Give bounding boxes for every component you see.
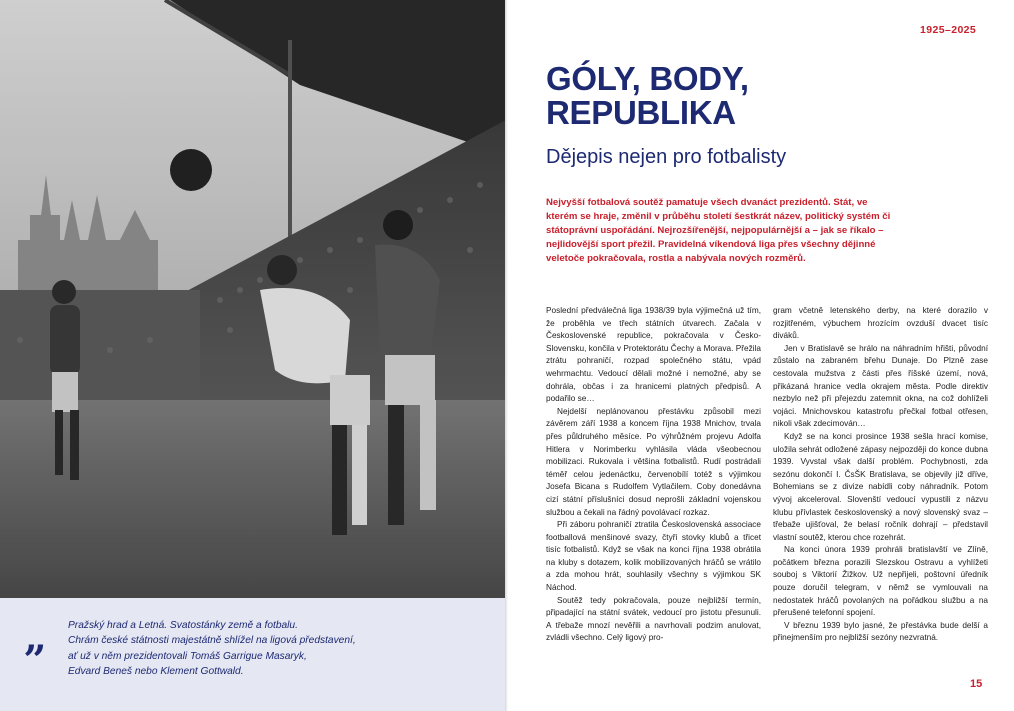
text-column-right — [773, 305, 988, 645]
caption-line: Chrám české státnosti majestátně shlížel na ligová představení, — [68, 635, 356, 647]
body-paragraph: Nejdelší neplánovanou přestávku způsobil mezi závěrem září 1938 a koncem října 1938 Mnichov, trvala přes půldruhého měsíce. Po výhrůžném projevu Adolfa Hitlera v Norimberku vyhlásila vláda všeobecnou mobilizaci. Rukovala i většina fotbalistů. Rudí postrádali téměř celou jedenáctku, červenobílí totéž s výjimkou Josefa Bicana s Rudolfem Vytlačilem. Coby donedávna cizí státní příslušníci dosud neprošli základní vojenskou službou a čekali na řádný povolávací rozkaz. — [546, 406, 761, 517]
caption-line: Edvard Beneš nebo Klement Gottwald. — [68, 666, 244, 678]
chapter-subtitle: Dějepis nejen pro fotbalisty — [546, 146, 787, 168]
chapter-title-line: GÓLY, BODY, — [546, 60, 749, 97]
left-page — [0, 0, 506, 711]
body-paragraph: Soutěž tedy pokračovala, pouze nejbližší termín, připadající na státní svátek, vedoucí pro jistotu přesunuli. A třebaže mnozí nevěřili a navrhovali podzim anulovat, zvládli všechno. Celý ligový pro- — [546, 595, 761, 643]
quote-mark-icon: „ — [24, 614, 45, 661]
football-match-photo — [0, 0, 506, 598]
body-paragraph: V březnu 1939 bylo jasné, že přestávka bude delší a přinejmenším pro nejbližší sezóny nezvratná. — [773, 620, 988, 643]
body-paragraph: Poslední předválečná liga 1938/39 byla výjimečná už tím, že proběhla ve třech státních útvarech. Začala v Československé republice, pokračovala v Česko-Slovensku, končila v Protektorátu Čechy a Morava. Přežila ztrátu pohraničí, rozpad společného státu, vpád wehrmachtu. Vedoucí dělali možné i nemožné, aby se dohrála, občas i za hranicemi platných předpisů. A podařilo se… — [546, 306, 761, 404]
body-paragraph: Na konci února 1939 prohráli bratislavští ve Zlíně, počátkem března porazili Slezskou Ostravu a vyhlížeti souboj s Viktorií Žižkov. Už nepřijeli, poštovní úředník pouze doručil telegram, v němž se vymlouvali na nedostatek hráčů povolaných na pořádkou službu a na přerušené telefonní spojení. — [773, 545, 988, 618]
body-paragraph: gram včetně letenského derby, na které dorazilo v rozjitřeném, výbuchem hrozícím ovzduší dvacet tisíc diváků. — [773, 306, 988, 341]
page-number: 15 — [970, 678, 983, 690]
photo-caption — [68, 618, 488, 680]
body-paragraph: Při záboru pohraničí ztratila Československá associace footballová menšinové svazy, čtyři stovky klubů a třicet tisíc fotbalistů. Když se však na konci října 1938 obrátila na kluby s dotazem, kolik mobilizovaných hráčů se vrátilo a zda mohou hrát, souhlasily všechny s výjimkou SK Náchod. — [546, 520, 761, 593]
caption-line: Pražský hrad a Letná. Svatostánky země a fotbalu. — [68, 620, 298, 631]
chapter-title — [546, 62, 946, 130]
year-range-tag: 1925–2025 — [920, 24, 977, 36]
page-gutter — [505, 0, 508, 711]
body-paragraph: Když se na konci prosince 1938 sešla hrací komise, uložila sehrát odložené zápasy nejpozději do konce dubna 1939. Vyvstal však další problém. Pochybnosti, zda sezónu dokončí I. ČsŠK Bratislava, se objevily již dříve, Bohemians se z divize nabídli coby náhradník. Potom vývoj akceleroval. Slovenští vedoucí vypustili z názvu klubu přívlastek československý a nový slovenský svaz – třebaže ujišťoval, že belasí ročník dohrají – představil vlastní soutěž, kterou chce rozehrát. — [773, 431, 988, 542]
body-paragraph: Jen v Bratislavě se hrálo na náhradním hřišti, původní zůstalo na zabraném břehu Dunaje. Do Plzně zase cestovala mužstva z části přes říšské území, nová, přikázaná hranice vedla okrajem města. Podle direktiv nezbylo než při přejezdu zatemnit okna, na což dohlíželi vojáci. Mnichovskou katastrofu přečkal fotbal otřesen, nikoli však zdecimován… — [773, 343, 988, 429]
chapter-title-line: REPUBLIKA — [546, 94, 736, 131]
lead-paragraph: Nejvyšší fotbalová soutěž pamatuje všech dvanáct prezidentů. Stát, ve kterém se hraje, změnil v průběhu století šestkrát název, politický systém či státoprávní uspořádání. Nejrozšířenější, nejpopulárnější a – jak se říkalo – nejlidovější sport přežil. Pravidelná víkendová liga přes všechny dějinné veletoče pokračovala, rostla a nabývala nových rozměrů. — [546, 197, 891, 264]
caption-line: ať už v něm prezidentovali Tomáš Garrigue Masaryk, — [68, 650, 307, 662]
text-column-left — [546, 305, 761, 645]
historical-photo-illustration — [0, 0, 506, 598]
